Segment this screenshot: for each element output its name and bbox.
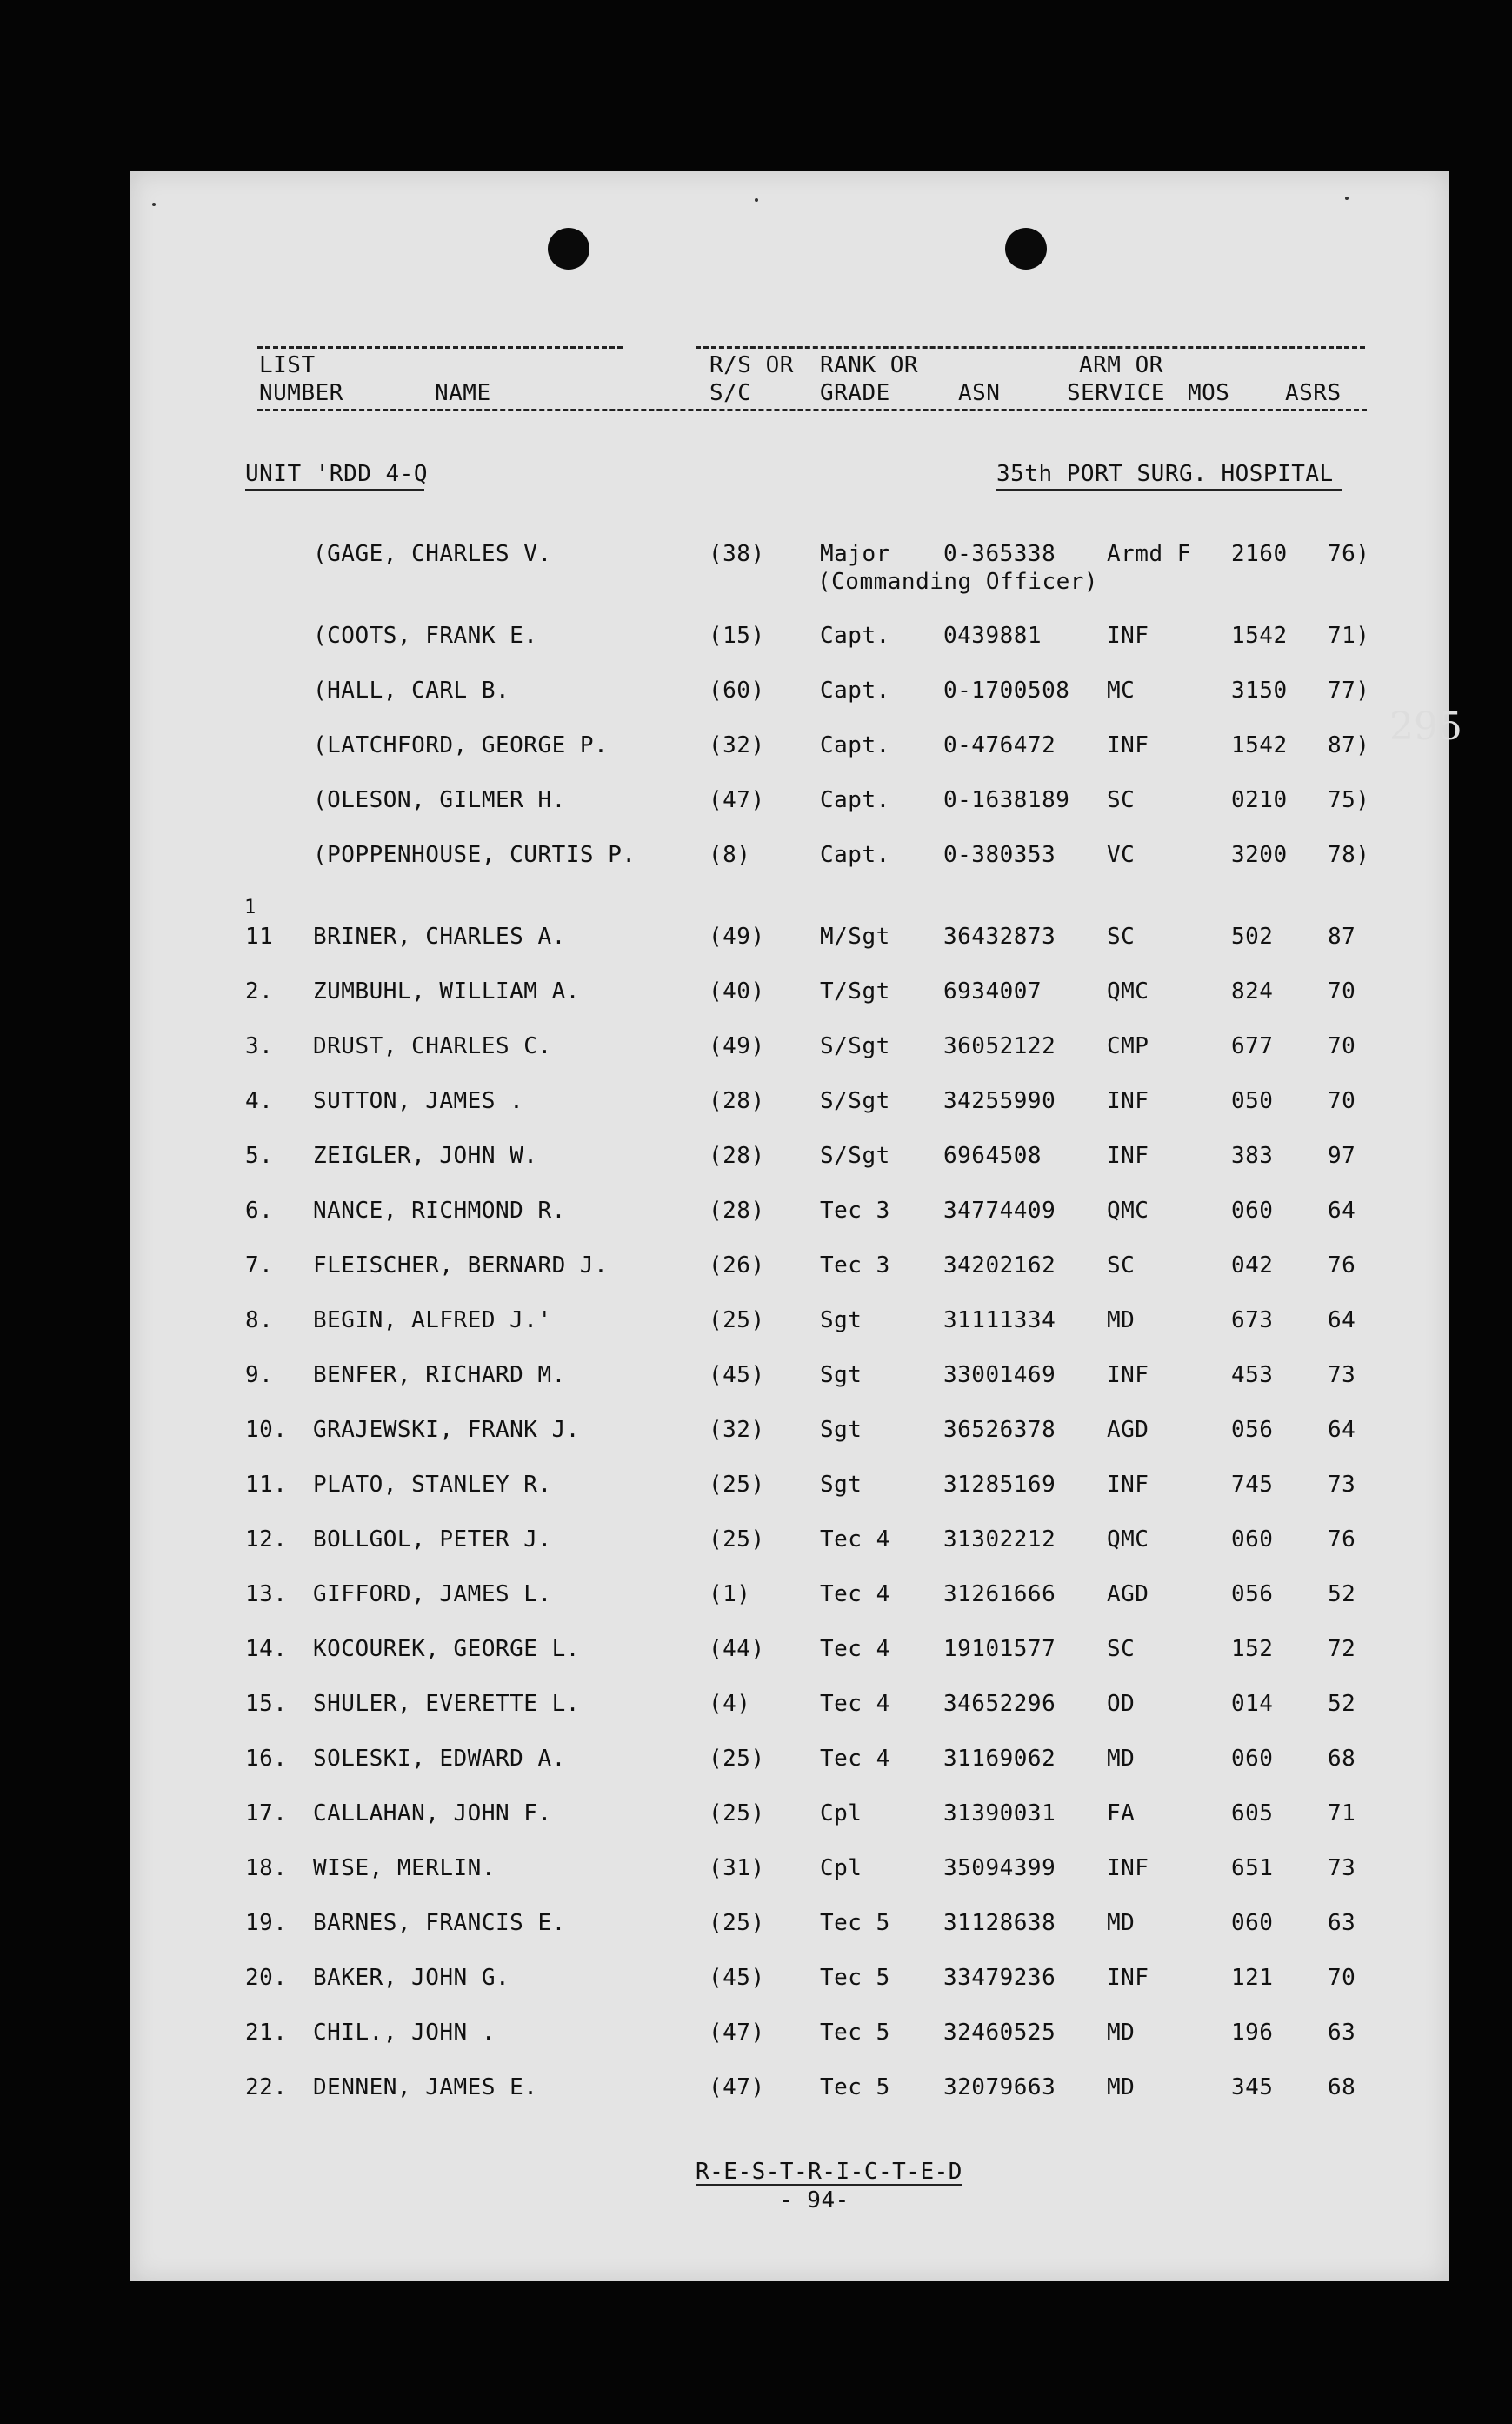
officer-name: (LATCHFORD, GEORGE P. (313, 732, 609, 758)
soldier-asn: 31111334 (943, 1307, 1056, 1333)
soldier-arm: MD (1107, 1910, 1136, 1936)
soldier-grade: Tec 5 (820, 2074, 890, 2100)
soldier-name: BAKER, JOHN G. (313, 1965, 510, 1991)
header-mos: MOS (1188, 380, 1230, 406)
soldier-mos: 152 (1231, 1636, 1274, 1662)
soldier-name: SUTTON, JAMES . (313, 1088, 524, 1114)
soldier-asn: 6934007 (943, 978, 1042, 1005)
soldier-grade: Tec 4 (820, 1691, 890, 1717)
soldier-grade: S/Sgt (820, 1143, 890, 1169)
soldier-name: BENFER, RICHARD M. (313, 1362, 566, 1388)
soldier-asn: 19101577 (943, 1636, 1056, 1662)
soldier-asn: 36052122 (943, 1033, 1056, 1059)
list-number: 22. (245, 2074, 288, 2100)
soldier-rs: (45) (709, 1362, 765, 1388)
soldier-asn: 31390031 (943, 1800, 1056, 1826)
list-number: 16. (245, 1746, 288, 1772)
soldier-arm: CMP (1107, 1033, 1149, 1059)
list-number: 13. (245, 1581, 288, 1607)
soldier-asrs: 52 (1328, 1691, 1356, 1717)
officer-asrs: 71) (1328, 623, 1370, 649)
officer-asn: 0-380353 (943, 842, 1056, 868)
header-arm: ARM OR (1079, 352, 1163, 378)
header-arm: SERVICE (1067, 380, 1166, 406)
header-asn: ASN (958, 380, 1001, 406)
soldier-arm: INF (1107, 1855, 1149, 1881)
soldier-rs: (32) (709, 1417, 765, 1443)
officer-rs: (32) (709, 732, 765, 758)
soldier-arm: MD (1107, 1307, 1136, 1333)
list-number: 4. (245, 1088, 274, 1114)
soldier-asn: 31302212 (943, 1526, 1056, 1553)
soldier-rs: (31) (709, 1855, 765, 1881)
soldier-arm: INF (1107, 1362, 1149, 1388)
officer-asrs: 76) (1328, 541, 1370, 567)
officer-rs: (8) (709, 842, 751, 868)
soldier-arm: MD (1107, 1746, 1136, 1772)
soldier-name: SHULER, EVERETTE L. (313, 1691, 580, 1717)
soldier-grade: Cpl (820, 1800, 863, 1826)
soldier-name: BARNES, FRANCIS E. (313, 1910, 566, 1936)
officer-asn: 0-365338 (943, 541, 1056, 567)
officer-name: (OLESON, GILMER H. (313, 787, 566, 813)
soldier-grade: Sgt (820, 1472, 863, 1498)
soldier-rs: (4) (709, 1691, 751, 1717)
soldier-asn: 36432873 (943, 924, 1056, 950)
soldier-arm: SC (1107, 1636, 1136, 1662)
soldier-name: PLATO, STANLEY R. (313, 1472, 552, 1498)
soldier-asn: 36526378 (943, 1417, 1056, 1443)
soldier-grade: T/Sgt (820, 978, 890, 1005)
soldier-mos: 345 (1231, 2074, 1274, 2100)
soldier-grade: Sgt (820, 1307, 863, 1333)
soldier-name: BRINER, CHARLES A. (313, 924, 566, 950)
soldier-mos: 383 (1231, 1143, 1274, 1169)
soldier-arm: AGD (1107, 1581, 1149, 1607)
soldier-mos: 502 (1231, 924, 1274, 950)
officer-rs: (38) (709, 541, 765, 567)
soldier-asn: 34774409 (943, 1198, 1056, 1224)
officer-grade: Capt. (820, 623, 890, 649)
restricted-underline (696, 2184, 962, 2186)
officer-mos: 3150 (1231, 678, 1288, 704)
soldier-mos: 824 (1231, 978, 1274, 1005)
soldier-rs: (45) (709, 1965, 765, 1991)
soldier-mos: 042 (1231, 1252, 1274, 1279)
soldier-asrs: 68 (1328, 1746, 1356, 1772)
officer-arm: INF (1107, 623, 1149, 649)
soldier-asn: 6964508 (943, 1143, 1042, 1169)
soldier-asn: 31261666 (943, 1581, 1056, 1607)
soldier-asn: 34202162 (943, 1252, 1056, 1279)
list-number: 8. (245, 1307, 274, 1333)
soldier-rs: (25) (709, 1800, 765, 1826)
soldier-mos: 060 (1231, 1198, 1274, 1224)
officer-arm: SC (1107, 787, 1136, 813)
soldier-rs: (44) (709, 1636, 765, 1662)
paper-speck (1345, 197, 1349, 200)
list-number: 20. (245, 1965, 288, 1991)
soldier-rs: (1) (709, 1581, 751, 1607)
soldier-rs: (25) (709, 1526, 765, 1553)
soldier-asn: 31285169 (943, 1472, 1056, 1498)
soldier-mos: 014 (1231, 1691, 1274, 1717)
soldier-asrs: 63 (1328, 1910, 1356, 1936)
list-number: 5. (245, 1143, 274, 1169)
soldier-mos: 745 (1231, 1472, 1274, 1498)
soldier-grade: Tec 3 (820, 1252, 890, 1279)
soldier-asn: 31128638 (943, 1910, 1056, 1936)
officer-grade: Capt. (820, 842, 890, 868)
soldier-grade: Tec 5 (820, 1965, 890, 1991)
soldier-name: DRUST, CHARLES C. (313, 1033, 552, 1059)
soldier-rs: (25) (709, 1910, 765, 1936)
soldier-mos: 196 (1231, 2020, 1274, 2046)
officer-name: (POPPENHOUSE, CURTIS P. (313, 842, 636, 868)
unit-name-underline (996, 489, 1342, 491)
soldier-asrs: 70 (1328, 1033, 1356, 1059)
soldier-name: CHIL., JOHN . (313, 2020, 496, 2046)
soldier-rs: (25) (709, 1472, 765, 1498)
soldier-asrs: 76 (1328, 1252, 1356, 1279)
soldier-asn: 35094399 (943, 1855, 1056, 1881)
soldier-rs: (28) (709, 1143, 765, 1169)
list-number: 15. (245, 1691, 288, 1717)
header-rs: S/C (709, 380, 752, 406)
list-number: 17. (245, 1800, 288, 1826)
officer-asn: 0439881 (943, 623, 1042, 649)
unit-label: UNIT 'RDD 4-Q (245, 461, 428, 487)
soldier-arm: INF (1107, 1143, 1149, 1169)
soldier-asrs: 52 (1328, 1581, 1356, 1607)
soldier-name: NANCE, RICHMOND R. (313, 1198, 566, 1224)
punch-hole-right (1005, 228, 1047, 270)
list-number: 10. (245, 1417, 288, 1443)
soldier-rs: (28) (709, 1088, 765, 1114)
soldier-mos: 453 (1231, 1362, 1274, 1388)
header-rule-top (696, 346, 1365, 349)
soldier-name: GIFFORD, JAMES L. (313, 1581, 552, 1607)
soldier-name: BEGIN, ALFRED J.' (313, 1307, 552, 1333)
restricted-marking: R-E-S-T-R-I-C-T-E-D (696, 2159, 962, 2185)
officer-asrs: 78) (1328, 842, 1370, 868)
officer-arm: INF (1107, 732, 1149, 758)
soldier-asn: 34652296 (943, 1691, 1056, 1717)
soldier-arm: QMC (1107, 1198, 1149, 1224)
officer-asrs: 87) (1328, 732, 1370, 758)
list-number: 7. (245, 1252, 274, 1279)
page-stamp-number: 295 (1389, 704, 1462, 749)
soldier-arm: AGD (1107, 1417, 1149, 1443)
soldier-arm: SC (1107, 1252, 1136, 1279)
soldier-mos: 056 (1231, 1581, 1274, 1607)
officer-note: (Commanding Officer) (817, 569, 1099, 595)
soldier-mos: 605 (1231, 1800, 1274, 1826)
soldier-rs: (40) (709, 978, 765, 1005)
soldier-mos: 651 (1231, 1855, 1274, 1881)
officer-asrs: 75) (1328, 787, 1370, 813)
list-number: 12. (245, 1526, 288, 1553)
soldier-name: SOLESKI, EDWARD A. (313, 1746, 566, 1772)
soldier-grade: M/Sgt (820, 924, 890, 950)
punch-hole-left (548, 228, 589, 270)
officer-mos: 1542 (1231, 732, 1288, 758)
officer-rs: (60) (709, 678, 765, 704)
header-rank: GRADE (820, 380, 890, 406)
soldier-name: GRAJEWSKI, FRANK J. (313, 1417, 580, 1443)
soldier-grade: Tec 4 (820, 1581, 890, 1607)
soldier-asn: 32460525 (943, 2020, 1056, 2046)
page-number: - 94- (779, 2187, 849, 2214)
soldier-asrs: 72 (1328, 1636, 1356, 1662)
soldier-arm: FA (1107, 1800, 1136, 1826)
officer-asn: 0-476472 (943, 732, 1056, 758)
list-number: 9. (245, 1362, 274, 1388)
soldier-grade: Tec 4 (820, 1746, 890, 1772)
list-number: 6. (245, 1198, 274, 1224)
soldier-mos: 673 (1231, 1307, 1274, 1333)
soldier-asrs: 70 (1328, 1088, 1356, 1114)
soldier-grade: Sgt (820, 1362, 863, 1388)
soldier-rs: (26) (709, 1252, 765, 1279)
soldier-name: KOCOUREK, GEORGE L. (313, 1636, 580, 1662)
soldier-asrs: 73 (1328, 1855, 1356, 1881)
soldier-asrs: 70 (1328, 978, 1356, 1005)
header-list-number: LIST (259, 352, 316, 378)
officer-arm: VC (1107, 842, 1136, 868)
officer-grade: Major (820, 541, 890, 567)
soldier-grade: Cpl (820, 1855, 863, 1881)
soldier-grade: Tec 4 (820, 1636, 890, 1662)
soldier-asn: 33479236 (943, 1965, 1056, 1991)
header-rule-top (257, 346, 623, 349)
paper-speck (152, 203, 156, 206)
soldier-grade: Tec 3 (820, 1198, 890, 1224)
header-rule-bottom (257, 409, 1367, 411)
soldier-grade: Tec 5 (820, 1910, 890, 1936)
officer-name: (HALL, CARL B. (313, 678, 510, 704)
soldier-asrs: 73 (1328, 1362, 1356, 1388)
soldier-grade: Tec 5 (820, 2020, 890, 2046)
officer-asn: 0-1700508 (943, 678, 1070, 704)
soldier-mos: 121 (1231, 1965, 1274, 1991)
soldier-asn: 34255990 (943, 1088, 1056, 1114)
header-rank: RANK OR (820, 352, 919, 378)
soldier-asrs: 64 (1328, 1417, 1356, 1443)
soldier-asrs: 73 (1328, 1472, 1356, 1498)
soldier-arm: SC (1107, 924, 1136, 950)
soldier-asrs: 68 (1328, 2074, 1356, 2100)
paper-speck (755, 198, 758, 202)
officer-rs: (15) (709, 623, 765, 649)
soldier-name: DENNEN, JAMES E. (313, 2074, 538, 2100)
soldier-asn: 33001469 (943, 1362, 1056, 1388)
soldier-asrs: 63 (1328, 2020, 1356, 2046)
list-number: 18. (245, 1855, 288, 1881)
officer-mos: 2160 (1231, 541, 1288, 567)
unit-label-underline (245, 489, 424, 491)
soldier-asn: 32079663 (943, 2074, 1056, 2100)
officer-grade: Capt. (820, 787, 890, 813)
soldier-arm: QMC (1107, 1526, 1149, 1553)
officer-asrs: 77) (1328, 678, 1370, 704)
header-name: NAME (435, 380, 491, 406)
soldier-grade: S/Sgt (820, 1033, 890, 1059)
soldier-arm: INF (1107, 1965, 1149, 1991)
soldier-asrs: 64 (1328, 1198, 1356, 1224)
soldier-name: ZUMBUHL, WILLIAM A. (313, 978, 580, 1005)
officer-grade: Capt. (820, 732, 890, 758)
officer-asn: 0-1638189 (943, 787, 1070, 813)
soldier-grade: Sgt (820, 1417, 863, 1443)
soldier-arm: INF (1107, 1472, 1149, 1498)
soldier-arm: MD (1107, 2074, 1136, 2100)
header-list-number: NUMBER (259, 380, 343, 406)
list-number: 14. (245, 1636, 288, 1662)
soldier-rs: (25) (709, 1307, 765, 1333)
soldier-name: WISE, MERLIN. (313, 1855, 496, 1881)
footnote-superscript: 1 (244, 897, 256, 918)
list-number: 11 (245, 924, 274, 950)
officer-rs: (47) (709, 787, 765, 813)
list-number: 19. (245, 1910, 288, 1936)
soldier-mos: 060 (1231, 1910, 1274, 1936)
list-number: 2. (245, 978, 274, 1005)
soldier-asn: 31169062 (943, 1746, 1056, 1772)
soldier-arm: QMC (1107, 978, 1149, 1005)
soldier-rs: (49) (709, 1033, 765, 1059)
soldier-asrs: 70 (1328, 1965, 1356, 1991)
soldier-name: FLEISCHER, BERNARD J. (313, 1252, 609, 1279)
soldier-arm: INF (1107, 1088, 1149, 1114)
soldier-rs: (28) (709, 1198, 765, 1224)
soldier-grade: S/Sgt (820, 1088, 890, 1114)
soldier-mos: 677 (1231, 1033, 1274, 1059)
soldier-arm: OD (1107, 1691, 1136, 1717)
unit-name: 35th PORT SURG. HOSPITAL (996, 461, 1334, 487)
soldier-mos: 056 (1231, 1417, 1274, 1443)
soldier-mos: 060 (1231, 1746, 1274, 1772)
soldier-mos: 050 (1231, 1088, 1274, 1114)
soldier-name: CALLAHAN, JOHN F. (313, 1800, 552, 1826)
header-asrs: ASRS (1285, 380, 1342, 406)
soldier-asrs: 64 (1328, 1307, 1356, 1333)
list-number: 21. (245, 2020, 288, 2046)
officer-arm: MC (1107, 678, 1136, 704)
soldier-rs: (47) (709, 2074, 765, 2100)
soldier-rs: (49) (709, 924, 765, 950)
header-rs: R/S OR (709, 352, 794, 378)
officer-arm: Armd F (1107, 541, 1191, 567)
officer-mos: 1542 (1231, 623, 1288, 649)
officer-grade: Capt. (820, 678, 890, 704)
soldier-mos: 060 (1231, 1526, 1274, 1553)
officer-mos: 3200 (1231, 842, 1288, 868)
list-number: 3. (245, 1033, 274, 1059)
soldier-asrs: 71 (1328, 1800, 1356, 1826)
soldier-arm: MD (1107, 2020, 1136, 2046)
soldier-asrs: 87 (1328, 924, 1356, 950)
soldier-rs: (47) (709, 2020, 765, 2046)
officer-name: (COOTS, FRANK E. (313, 623, 538, 649)
soldier-grade: Tec 4 (820, 1526, 890, 1553)
soldier-name: BOLLGOL, PETER J. (313, 1526, 552, 1553)
officer-mos: 0210 (1231, 787, 1288, 813)
soldier-asrs: 76 (1328, 1526, 1356, 1553)
list-number: 11. (245, 1472, 288, 1498)
soldier-rs: (25) (709, 1746, 765, 1772)
soldier-name: ZEIGLER, JOHN W. (313, 1143, 538, 1169)
soldier-asrs: 97 (1328, 1143, 1356, 1169)
officer-name: (GAGE, CHARLES V. (313, 541, 552, 567)
